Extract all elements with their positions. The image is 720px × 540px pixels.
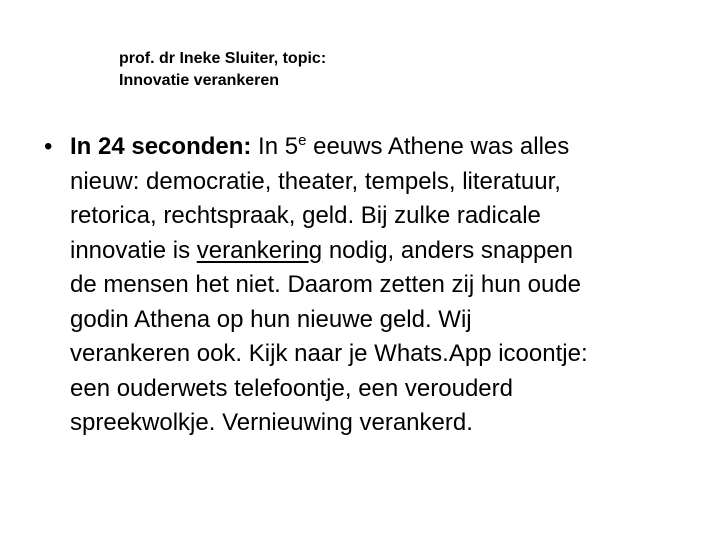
slide-header — [119, 48, 326, 92]
bullet-line-7: verankeren ook. Kijk naar je Whats.App icoontje: — [70, 340, 588, 367]
bullet-line-1 — [70, 130, 694, 165]
bullet-lead: In 24 seconden: — [70, 133, 252, 160]
header-author-topic: prof. dr Ineke Sluiter, topic: — [119, 50, 327, 67]
bullet-line-1-b: eeuws Athene was alles — [306, 133, 570, 160]
bullet-line-2: nieuw: democratie, theater, tempels, literatuur, — [70, 167, 561, 195]
bullet-line-9: spreekwolkje. Vernieuwing verankerd. — [70, 409, 473, 436]
bullet-line-8: een ouderwets telefoontje, een verouderd — [70, 374, 513, 402]
bullet-item — [44, 130, 694, 441]
bullet-marker: • — [44, 133, 53, 160]
bullet-text — [70, 130, 694, 441]
bullet-line-4 — [70, 234, 694, 269]
bullet-line-4-b: nodig, anders snappen — [322, 236, 574, 264]
underlined-word: verankering — [196, 236, 323, 264]
bullet-line-6: godin Athena op hun nieuwe geld. Wij — [70, 305, 472, 333]
bullet-line-4-a: innovatie is — [70, 236, 197, 264]
superscript-e: e — [298, 132, 307, 149]
header-title: Innovatie verankeren — [119, 72, 280, 89]
bullet-line-3: retorica, rechtspraak, geld. Bij zulke radicale — [70, 202, 541, 229]
bullet-line-5: de mensen het niet. Daarom zetten zij hun oude — [70, 271, 581, 298]
bullet-line-1-a: In 5 — [251, 133, 299, 160]
